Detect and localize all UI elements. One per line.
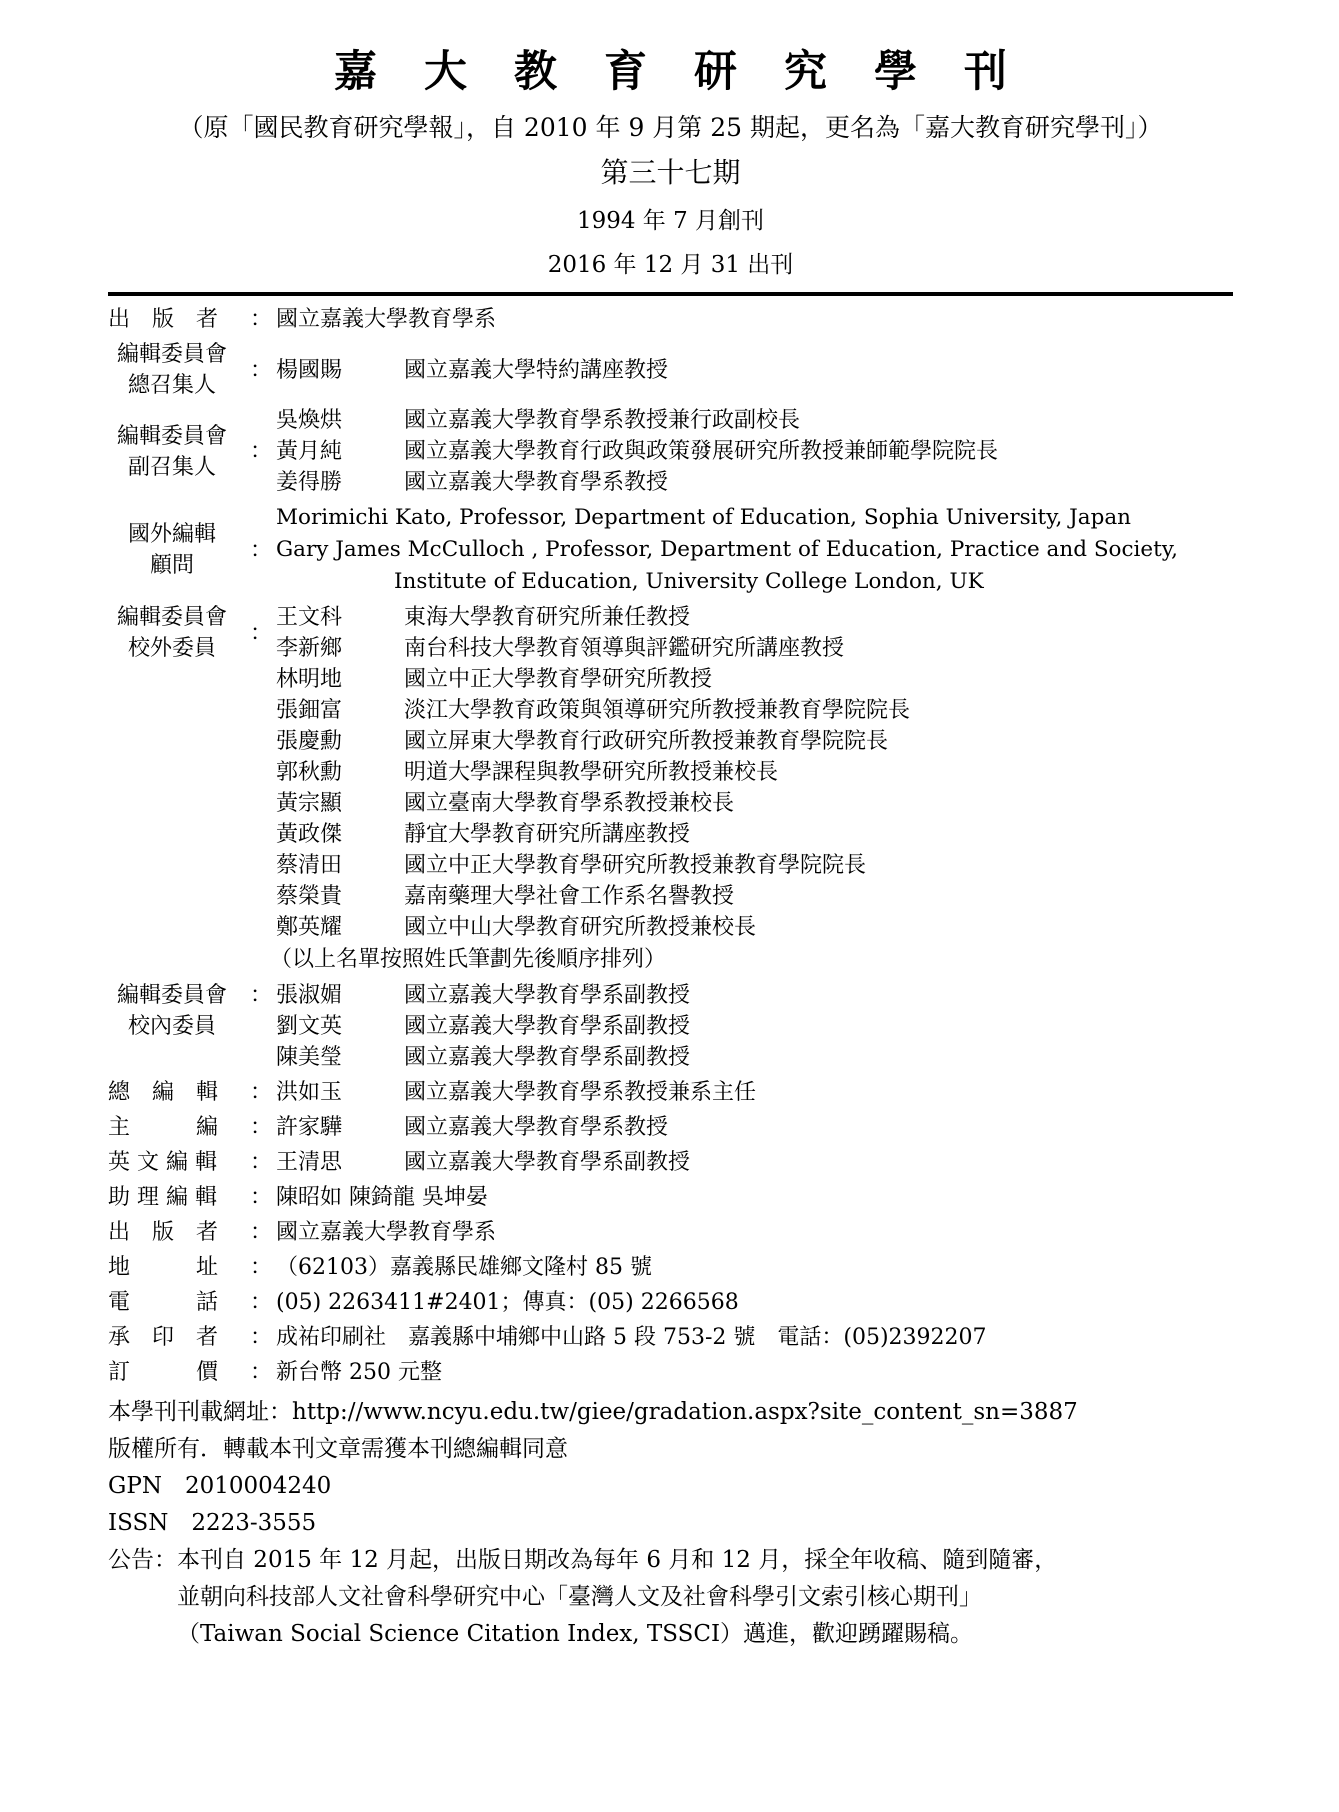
row-colon: ： <box>250 1185 273 1210</box>
member-affiliation: 國立嘉義大學教育學系教授 <box>404 1115 669 1140</box>
row-label-wrap <box>108 1147 276 1178</box>
row-content <box>276 1182 1233 1213</box>
issue-number: 第三十七期 <box>600 156 741 189</box>
row-label-line: 出 版 者 <box>108 307 219 332</box>
row-label-line: 總 編 輯 <box>108 1080 219 1105</box>
row-text: （62103）嘉義縣民雄鄉文隆村 85 號 <box>276 1255 652 1280</box>
row-content <box>276 1077 1233 1108</box>
header-divider <box>108 292 1233 296</box>
member-name: 劉文英 <box>276 1014 343 1039</box>
row-label-wrap <box>108 1357 276 1388</box>
member-entry <box>276 633 1233 664</box>
row-content <box>276 980 1233 1073</box>
member-entry <box>276 436 1233 467</box>
row-colon: ： <box>250 620 273 646</box>
member-name: 姜得勝 <box>276 470 343 495</box>
member-affiliation: 國立中山大學教育研究所教授兼校長 <box>404 915 757 940</box>
row-content <box>276 1322 1233 1353</box>
member-name: 林明地 <box>276 667 343 692</box>
row-label-wrap <box>108 1287 276 1318</box>
row-label <box>108 421 250 483</box>
member-name: 郭秋勳 <box>276 760 343 785</box>
masthead-row-assistant-editors <box>108 1182 1233 1213</box>
row-colon: ： <box>250 1325 273 1350</box>
row-label-wrap <box>108 1252 276 1283</box>
member-entry <box>276 1077 1233 1108</box>
row-label <box>108 1077 250 1108</box>
row-colon: ： <box>250 1220 273 1245</box>
row-label-line: 校內委員 <box>127 1014 216 1039</box>
row-label <box>108 1217 250 1248</box>
founded-date: 1994 年 7 月創刊 <box>576 208 765 234</box>
row-label-line: 總召集人 <box>127 373 216 398</box>
member-name: 黃月純 <box>276 439 343 464</box>
member-entry <box>276 695 1233 726</box>
row-label <box>108 339 250 401</box>
member-affiliation: 國立嘉義大學教育學系副教授 <box>404 1014 691 1039</box>
masthead-row-foreign-advisors <box>108 502 1233 598</box>
row-label-line: 電 話 <box>108 1290 219 1315</box>
row-label <box>108 602 250 664</box>
masthead-row-vice-conveners <box>108 405 1233 498</box>
journal-website-line: 本學刊刊載網址：http://www.ncyu.edu.tw/giee/gradation.aspx?site_content_sn=3887 <box>108 1399 1078 1425</box>
row-label-wrap <box>108 421 276 483</box>
row-colon: ： <box>250 1255 273 1280</box>
member-entry <box>276 1042 1233 1073</box>
row-colon: ： <box>250 1080 273 1105</box>
announcement-line: 本刊自 2015 年 12 月起，出版日期改為每年 6 月和 12 月，採全年收稿、隨到隨審， <box>177 1547 1058 1573</box>
row-label-wrap <box>108 339 276 401</box>
member-entry <box>276 1147 1233 1178</box>
member-affiliation: 國立屏東大學教育行政研究所教授兼教育學院院長 <box>404 729 889 754</box>
row-label <box>108 1287 250 1318</box>
masthead-row-internal-members <box>108 980 1233 1073</box>
member-name: 洪如玉 <box>276 1080 343 1105</box>
member-entry <box>276 881 1233 912</box>
masthead-row-external-members <box>108 602 1233 976</box>
member-affiliation: 國立嘉義大學教育行政與政策發展研究所教授兼師範學院院長 <box>404 439 999 464</box>
member-name: 黃宗顯 <box>276 791 343 816</box>
member-name: 張鈿富 <box>276 698 343 723</box>
member-name: 鄭英耀 <box>276 915 343 940</box>
row-content <box>276 355 1233 386</box>
member-affiliation: 明道大學課程與教學研究所教授兼校長 <box>404 760 779 785</box>
member-entry <box>276 1112 1233 1143</box>
member-entry <box>276 819 1233 850</box>
page-footer <box>108 1394 1233 1653</box>
member-name: 李新鄉 <box>276 636 343 661</box>
publication-date: 2016 年 12 月 31 出刊 <box>547 252 794 278</box>
member-affiliation: 國立嘉義大學特約講座教授 <box>404 357 669 383</box>
row-label-line: 國外編輯 <box>127 522 216 547</box>
row-label <box>108 304 250 335</box>
member-name: 張淑媚 <box>276 983 343 1008</box>
row-content <box>276 304 1233 335</box>
member-entry <box>276 788 1233 819</box>
member-name: 王清思 <box>276 1150 343 1175</box>
row-content <box>276 1357 1233 1388</box>
row-label-wrap <box>108 1112 276 1143</box>
row-label-line: 編輯委員會 <box>116 605 227 630</box>
row-label <box>108 1182 250 1213</box>
row-label-wrap <box>108 1217 276 1248</box>
row-label-line: 副召集人 <box>127 454 216 480</box>
row-colon: ： <box>250 1360 273 1385</box>
member-entry <box>276 912 1233 943</box>
member-name: 蔡榮貴 <box>276 884 343 909</box>
row-colon: ： <box>250 307 273 332</box>
member-name: 許家驊 <box>276 1115 343 1140</box>
member-affiliation: 國立中正大學教育學研究所教授兼教育學院院長 <box>404 853 867 878</box>
row-label-line: 編輯委員會 <box>116 423 227 449</box>
announcement-prefix: 公告： <box>108 1547 177 1573</box>
row-content <box>276 1252 1233 1283</box>
row-text: 新台幣 250 元整 <box>276 1360 442 1385</box>
masthead-row-telephone <box>108 1287 1233 1318</box>
row-text: (05) 2263411#2401；傳真：(05) 2266568 <box>276 1290 739 1315</box>
announcement <box>108 1542 1233 1653</box>
advisor-entry: Morimichi Kato, Professor, Department of Education, Sophia University, Japan <box>276 505 1132 530</box>
row-content <box>276 405 1233 498</box>
row-label-line: 顧問 <box>149 553 194 578</box>
page-header <box>108 46 1233 296</box>
member-entry <box>276 757 1233 788</box>
member-affiliation: 東海大學教育研究所兼任教授 <box>404 605 691 630</box>
row-colon: ： <box>250 357 273 383</box>
member-affiliation: 國立嘉義大學教育學系教授 <box>404 470 669 495</box>
member-entry <box>276 664 1233 695</box>
row-text: 陳昭如 陳錡龍 吳坤晏 <box>276 1185 488 1210</box>
announcement-line: 並朝向科技部人文社會科學研究中心「臺灣人文及社會科學引文索引核心期刊」 <box>177 1584 982 1610</box>
member-name: 王文科 <box>276 605 343 630</box>
row-content <box>270 602 1233 976</box>
masthead-row-price <box>108 1357 1233 1388</box>
members-order-note: （以上名單按照姓氏筆劃先後順序排列） <box>270 947 667 972</box>
masthead-row-chief-editor <box>108 1112 1233 1143</box>
member-affiliation: 國立嘉義大學教育學系副教授 <box>404 983 691 1008</box>
row-label <box>108 1147 250 1178</box>
row-label-line: 訂 價 <box>108 1360 219 1385</box>
member-entry <box>276 405 1233 436</box>
row-label-wrap <box>108 1322 276 1353</box>
row-text: 國立嘉義大學教育學系 <box>276 1220 497 1245</box>
member-name: 蔡清田 <box>276 853 343 878</box>
member-name: 吳煥烘 <box>276 408 343 433</box>
member-entry <box>276 850 1233 881</box>
member-entry <box>276 726 1233 757</box>
row-colon: ： <box>250 537 273 563</box>
member-entry <box>276 602 1233 633</box>
row-label-wrap <box>108 602 276 664</box>
masthead-row-address <box>108 1252 1233 1283</box>
row-label-line: 地 址 <box>108 1255 219 1280</box>
row-label <box>108 1357 250 1388</box>
member-name: 黃政傑 <box>276 822 343 847</box>
masthead-row-chief-convener <box>108 339 1233 401</box>
row-label-line: 校外委員 <box>127 636 216 661</box>
row-colon: ： <box>250 1115 273 1140</box>
member-affiliation: 國立嘉義大學教育學系教授兼系主任 <box>404 1080 757 1105</box>
member-affiliation: 南台科技大學教育領導與評鑑研究所講座教授 <box>404 636 845 661</box>
member-name: 楊國賜 <box>276 357 343 383</box>
row-label <box>108 1112 250 1143</box>
row-label <box>108 519 250 581</box>
member-affiliation: 國立嘉義大學教育學系副教授 <box>404 1045 691 1070</box>
masthead-row-editor-in-chief <box>108 1077 1233 1108</box>
row-text: 成祐印刷社 嘉義縣中埔鄉中山路 5 段 753-2 號 電話：(05)2392207 <box>276 1325 987 1350</box>
row-label-line: 出 版 者 <box>108 1220 219 1245</box>
row-content <box>276 1147 1233 1178</box>
row-label-wrap <box>108 1182 276 1213</box>
row-text: 國立嘉義大學教育學系 <box>276 307 497 332</box>
member-name: 陳美瑩 <box>276 1045 343 1070</box>
journal-title: 嘉大教育研究學刊 <box>334 47 1054 97</box>
row-content <box>276 1287 1233 1318</box>
gpn-line: GPN 2010004240 <box>108 1473 332 1499</box>
announcement-line: （Taiwan Social Science Citation Index, TSSCI）邁進，歡迎踴躍賜稿。 <box>177 1621 974 1647</box>
row-content <box>276 1112 1233 1143</box>
row-label-line: 承 印 者 <box>108 1325 219 1350</box>
member-affiliation: 靜宜大學教育研究所講座教授 <box>404 822 691 847</box>
row-label-wrap <box>108 980 276 1042</box>
row-content <box>276 502 1233 598</box>
masthead-row-publisher <box>108 1217 1233 1248</box>
announcement-body <box>177 1542 1057 1653</box>
row-label <box>108 1322 250 1353</box>
row-label-wrap <box>108 304 276 335</box>
journal-former-name-note: （原「國民教育研究學報」，自 2010 年 9 月第 25 期起，更名為「嘉大教育研究學刊」） <box>178 113 1163 142</box>
masthead-row-english-editor <box>108 1147 1233 1178</box>
row-colon: ： <box>250 1150 273 1175</box>
row-label-line: 編輯委員會 <box>116 342 227 367</box>
masthead-row-printer <box>108 1322 1233 1353</box>
row-label-wrap <box>108 519 276 581</box>
issn-line: ISSN 2223-3555 <box>108 1510 317 1536</box>
row-label-wrap <box>108 1077 276 1108</box>
row-colon: ： <box>250 1290 273 1315</box>
member-affiliation: 國立嘉義大學教育學系副教授 <box>404 1150 691 1175</box>
copyright-line: 版權所有．轉載本刊文章需獲本刊總編輯同意 <box>108 1436 568 1462</box>
member-affiliation: 國立臺南大學教育學系教授兼校長 <box>404 791 735 816</box>
row-content <box>276 1217 1233 1248</box>
member-affiliation: 嘉南藥理大學社會工作系名譽教授 <box>404 884 735 909</box>
member-entry <box>276 467 1233 498</box>
row-label <box>108 980 250 1042</box>
member-affiliation: 國立中正大學教育學研究所教授 <box>404 667 713 692</box>
masthead <box>108 304 1233 1388</box>
row-colon: ： <box>250 439 273 464</box>
member-affiliation: 淡江大學教育政策與領導研究所教授兼教育學院院長 <box>404 698 911 723</box>
member-entry <box>276 355 1233 386</box>
row-label-line: 英 文 編 輯 <box>108 1150 217 1175</box>
row-label-line: 助 理 編 輯 <box>108 1185 217 1210</box>
row-label <box>108 1252 250 1283</box>
advisor-entry: Gary James McCulloch , Professor, Department of Education, Practice and Society, Institute of Education, University College London, UK <box>276 537 1178 594</box>
row-label-line: 主 編 <box>108 1115 219 1140</box>
member-affiliation: 國立嘉義大學教育學系教授兼行政副校長 <box>404 408 801 433</box>
member-entry <box>276 1011 1233 1042</box>
row-label-line: 編輯委員會 <box>116 983 227 1008</box>
member-name: 張慶勳 <box>276 729 343 754</box>
row-colon: ： <box>250 983 273 1008</box>
member-entry <box>276 980 1233 1011</box>
masthead-row-publisher-top <box>108 304 1233 335</box>
